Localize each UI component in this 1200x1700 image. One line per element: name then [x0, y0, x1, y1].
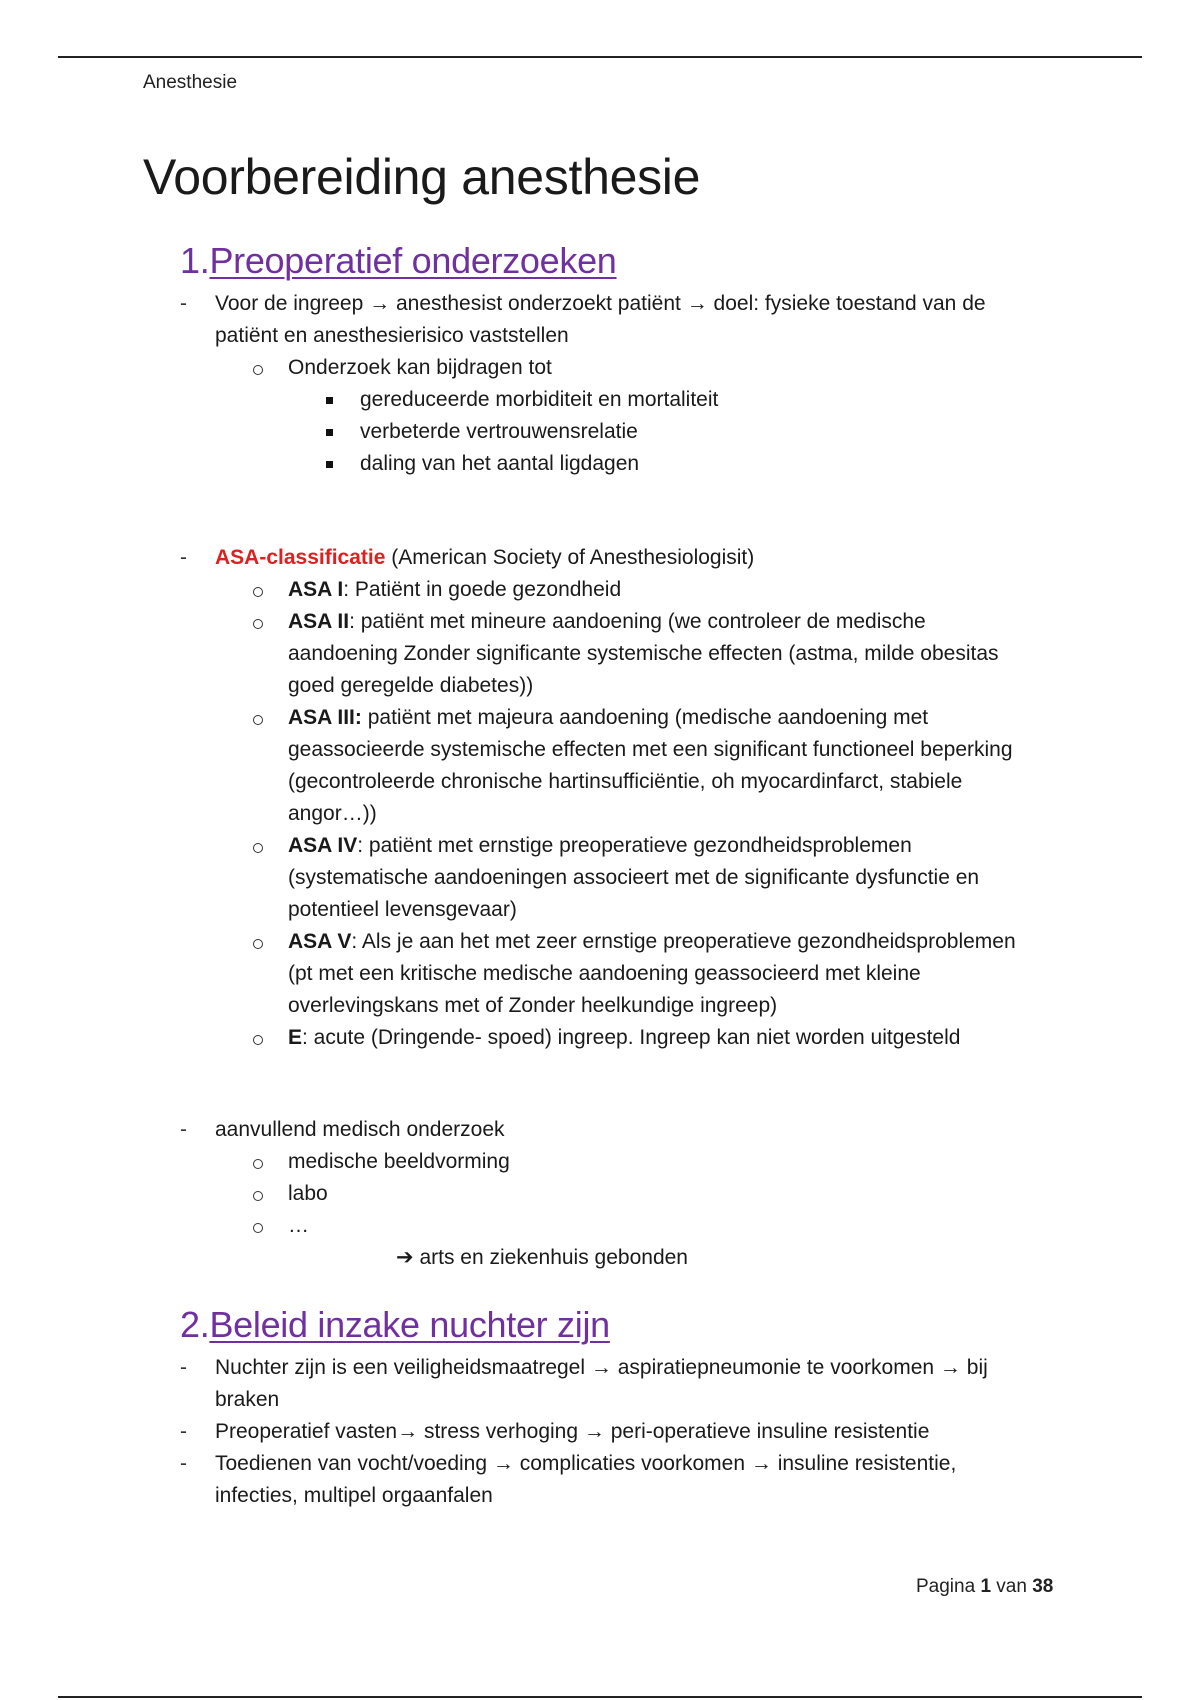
arrow-right-icon: →	[492, 1452, 514, 1475]
circle-bullet-icon	[253, 365, 263, 375]
running-header: Anesthesie	[143, 72, 238, 93]
asa-item: ASA II: patiënt met mineure aandoening (we controleer de medische	[288, 610, 926, 633]
section-1-number: 1.	[180, 240, 210, 281]
asa-item-continued: overlevingskans met of Zonder heelkundige ingreep)	[288, 994, 778, 1017]
list-item-continued: patiënt en anesthesierisico vaststellen	[215, 324, 569, 347]
list-item-continued: infecties, multipel orgaanfalen	[215, 1484, 493, 1507]
asa-item: ASA V: Als je aan het met zeer ernstige preoperatieve gezondheidsproblemen	[288, 930, 1016, 953]
list-item: Voor de ingreep → anesthesist onderzoekt patiënt → doel: fysieke toestand van de	[215, 288, 986, 320]
square-bullet-icon	[326, 461, 333, 468]
asa-item: ASA III: patiënt met majeura aandoening (medische aandoening met	[288, 706, 929, 729]
arrow-right-icon: →	[369, 292, 391, 315]
asa-item-continued: potentieel levensgevaar)	[288, 898, 517, 921]
list-item-asa: ASA-classificatie (American Society of Anesthesiologisit)	[215, 546, 755, 569]
dash-bullet: -	[180, 546, 187, 569]
asa-item-continued: (systematische aandoeningen associeert met de significante dysfunctie en	[288, 866, 980, 889]
circle-bullet-icon	[253, 843, 263, 853]
arrow-right-icon: →	[686, 292, 708, 315]
sub-sub-list-item: gereduceerde morbiditeit en mortaliteit	[360, 388, 719, 411]
sub-sub-list-item: daling van het aantal ligdagen	[360, 452, 640, 475]
arrow-conclusion: ➔ arts en ziekenhuis gebonden	[396, 1242, 688, 1274]
dash-bullet: -	[180, 1420, 187, 1443]
dash-bullet: -	[180, 1452, 187, 1475]
asa-item: ASA I: Patiënt in goede gezondheid	[288, 578, 622, 601]
asa-item-continued: angor…))	[288, 802, 377, 825]
page-total: 38	[1032, 1576, 1054, 1597]
arrow-right-icon: →	[583, 1420, 605, 1443]
circle-bullet-icon	[253, 1035, 263, 1045]
sub-list-item: …	[288, 1214, 309, 1237]
circle-bullet-icon	[253, 1159, 263, 1169]
sub-list-item: Onderzoek kan bijdragen tot	[288, 356, 552, 379]
circle-bullet-icon	[253, 715, 263, 725]
list-item: aanvullend medisch onderzoek	[215, 1118, 505, 1141]
arrow-right-icon: →	[939, 1356, 961, 1379]
asa-item-continued: geassocieerde systemische effecten met een significant functioneel beperking	[288, 738, 1013, 761]
square-bullet-icon	[326, 397, 333, 404]
bottom-rule	[58, 1696, 1142, 1698]
page-number: 1	[980, 1576, 992, 1597]
section-2-heading	[180, 1304, 610, 1346]
circle-bullet-icon	[253, 939, 263, 949]
circle-bullet-icon	[253, 1191, 263, 1201]
sub-list-item: labo	[288, 1182, 328, 1205]
section-1-title: Preoperatief onderzoeken	[209, 240, 617, 281]
sub-sub-list-item: verbeterde vertrouwensrelatie	[360, 420, 638, 443]
asa-item-continued: (pt met een kritische medische aandoening geassocieerd met kleine	[288, 962, 921, 985]
square-bullet-icon	[326, 429, 333, 436]
list-item: Toedienen van vocht/voeding → complicaties voorkomen → insuline resistentie,	[215, 1448, 956, 1480]
arrow-right-icon: →	[590, 1356, 612, 1379]
circle-bullet-icon	[253, 587, 263, 597]
asa-item-continued: aandoening Zonder significante systemische effecten (astma, milde obesitas	[288, 642, 999, 665]
asa-item: ASA IV: patiënt met ernstige preoperatieve gezondheidsproblemen	[288, 834, 912, 857]
dash-bullet: -	[180, 1356, 187, 1379]
section-2-title: Beleid inzake nuchter zijn	[209, 1304, 610, 1345]
arrow-right-icon: →	[397, 1420, 419, 1443]
circle-bullet-icon	[253, 1223, 263, 1233]
dash-bullet: -	[180, 292, 187, 315]
asa-item: E: acute (Dringende- spoed) ingreep. Ingreep kan niet worden uitgesteld	[288, 1026, 961, 1049]
asa-item-continued: (gecontroleerde chronische hartinsufficiëntie, oh myocardinfarct, stabiele	[288, 770, 963, 793]
page-footer: Pagina 1 van 38	[916, 1576, 1054, 1597]
circle-bullet-icon	[253, 619, 263, 629]
asa-item-continued: goed geregelde diabetes))	[288, 674, 534, 697]
section-2-number: 2.	[180, 1304, 210, 1345]
dash-bullet: -	[180, 1118, 187, 1141]
sub-list-item: medische beeldvorming	[288, 1150, 510, 1173]
list-item-continued: braken	[215, 1388, 280, 1411]
list-item: Preoperatief vasten→ stress verhoging → peri-operatieve insuline resistentie	[215, 1416, 929, 1448]
list-item: Nuchter zijn is een veiligheidsmaatregel → aspiratiepneumonie te voorkomen → bij	[215, 1352, 988, 1384]
top-rule	[58, 56, 1142, 58]
document-title: Voorbereiding anesthesie	[143, 149, 701, 205]
arrow-right-icon: →	[750, 1452, 772, 1475]
section-1-heading	[180, 240, 617, 282]
asa-label: ASA-classificatie	[215, 546, 386, 569]
bold-arrow-icon: ➔	[396, 1246, 414, 1269]
